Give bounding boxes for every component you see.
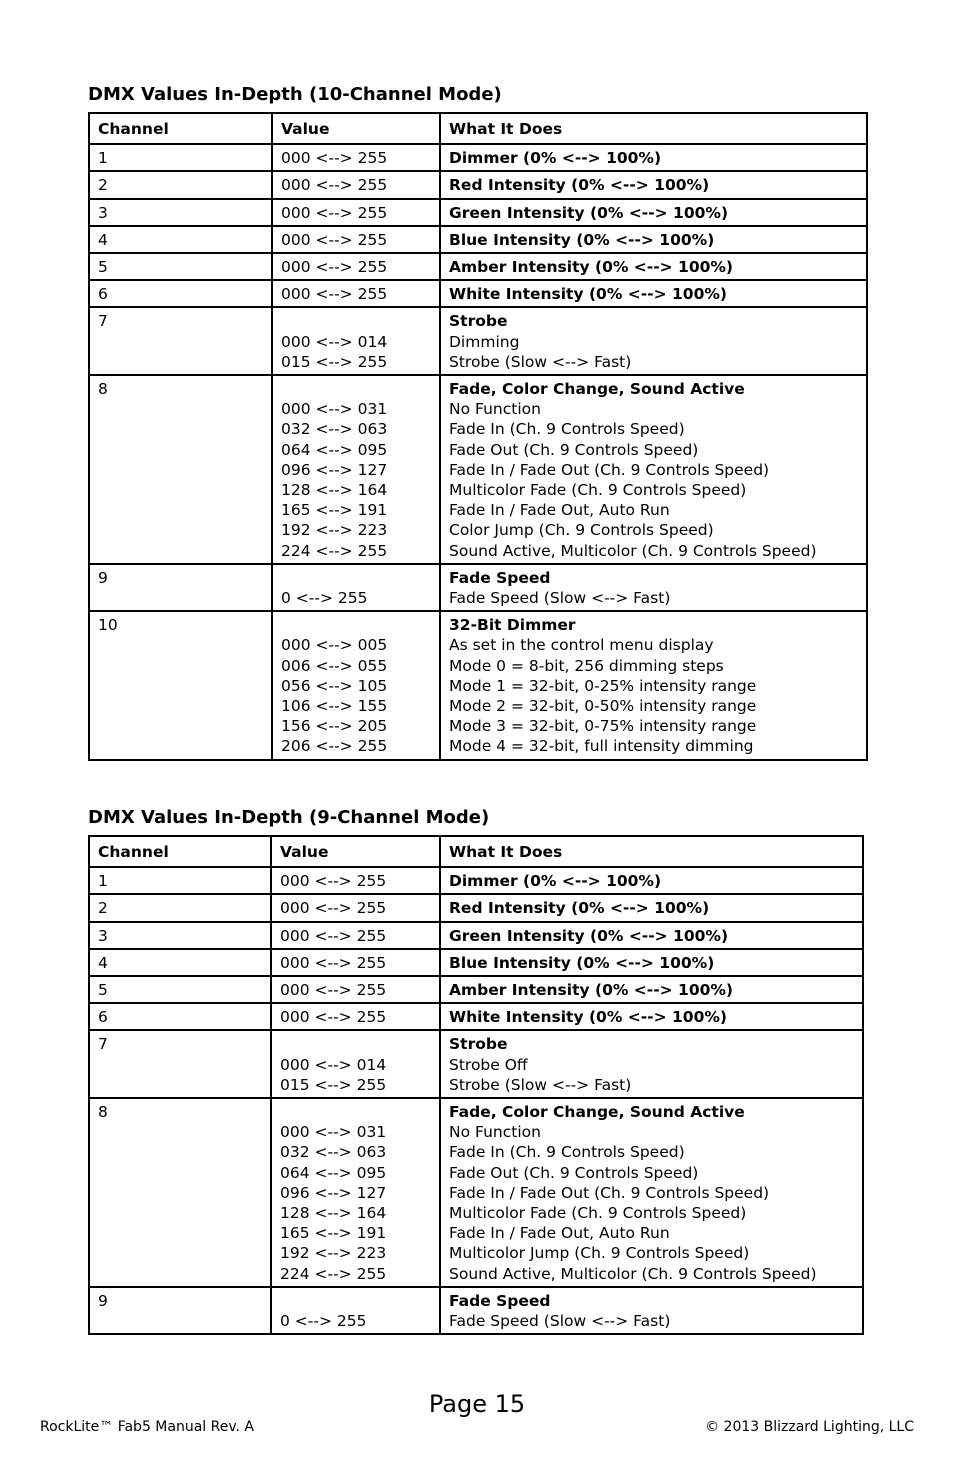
function-line: Sound Active, Multicolor (Ch. 9 Controls Speed) [449, 541, 817, 560]
function-cell [440, 280, 867, 307]
function-heading: Red Intensity (0% <--> 100%) [449, 899, 710, 918]
value-range: 000 <--> 255 [281, 203, 388, 222]
function-line: Dimming [449, 332, 520, 351]
value-range: 000 <--> 255 [281, 149, 388, 168]
value-range: 032 <--> 063 [280, 1143, 387, 1162]
function-line: Strobe (Slow <--> Fast) [449, 1075, 632, 1094]
value-spacer [281, 615, 431, 635]
value-cell [272, 144, 440, 171]
function-line: Fade In (Ch. 9 Controls Speed) [449, 1143, 685, 1162]
value-cell [271, 867, 440, 894]
value-spacer [281, 379, 431, 399]
channel-cell: 6 [89, 1003, 271, 1030]
value-range: 032 <--> 063 [281, 420, 388, 439]
column-header-what-it-does: What It Does [440, 836, 863, 867]
table-row [89, 611, 867, 759]
table-row [89, 171, 867, 198]
page-number: Page 15 [428, 1390, 526, 1418]
table-row [89, 199, 867, 226]
value-range: 0 <--> 255 [280, 1312, 367, 1331]
function-heading: Dimmer (0% <--> 100%) [449, 872, 662, 891]
footer-copyright: © 2013 Blizzard Lighting, LLC [705, 1419, 914, 1435]
function-line: Fade In / Fade Out (Ch. 9 Controls Speed) [449, 460, 770, 479]
function-heading: Dimmer (0% <--> 100%) [449, 149, 662, 168]
value-range: 000 <--> 255 [280, 899, 387, 918]
dmx-table-10ch [88, 112, 868, 761]
function-line: Fade Speed (Slow <--> Fast) [449, 589, 671, 608]
function-cell [440, 1030, 863, 1098]
value-cell [272, 199, 440, 226]
function-cell [440, 1098, 863, 1287]
function-heading: Blue Intensity (0% <--> 100%) [449, 953, 715, 972]
function-cell [440, 1287, 863, 1334]
function-line: Mode 2 = 32-bit, 0-50% intensity range [449, 697, 757, 716]
function-cell [440, 611, 867, 759]
channel-cell: 2 [89, 171, 272, 198]
function-heading: White Intensity (0% <--> 100%) [449, 285, 727, 304]
function-line: No Function [449, 1123, 541, 1142]
value-cell [271, 1098, 440, 1287]
channel-cell: 3 [89, 199, 272, 226]
function-heading: White Intensity (0% <--> 100%) [449, 1008, 727, 1027]
value-spacer [281, 568, 431, 588]
function-line: Fade In (Ch. 9 Controls Speed) [449, 420, 685, 439]
value-cell [271, 922, 440, 949]
column-header-what-it-does: What It Does [440, 113, 867, 144]
function-cell [440, 564, 867, 611]
value-range: 000 <--> 014 [281, 332, 388, 351]
function-line: Mode 0 = 8-bit, 256 dimming steps [449, 656, 724, 675]
value-spacer [280, 1034, 431, 1054]
value-cell [271, 1030, 440, 1098]
channel-cell: 4 [89, 949, 271, 976]
value-cell [272, 564, 440, 611]
table-row [89, 1030, 863, 1098]
function-heading: Strobe [449, 312, 508, 331]
function-heading: Fade Speed [449, 1291, 551, 1310]
value-range: 000 <--> 014 [280, 1055, 387, 1074]
value-cell [271, 949, 440, 976]
value-range: 064 <--> 095 [280, 1163, 387, 1182]
table-row [89, 949, 863, 976]
value-range: 128 <--> 164 [280, 1204, 387, 1223]
value-range: 224 <--> 255 [280, 1264, 387, 1283]
table-row [89, 1098, 863, 1287]
value-range: 165 <--> 191 [280, 1224, 387, 1243]
function-line: Fade In / Fade Out (Ch. 9 Controls Speed) [449, 1183, 770, 1202]
channel-cell: 4 [89, 226, 272, 253]
table-header-row [89, 836, 863, 867]
function-heading: Green Intensity (0% <--> 100%) [449, 203, 729, 222]
function-line: No Function [449, 400, 541, 419]
table-row [89, 253, 867, 280]
table-row [89, 375, 867, 564]
table-row [89, 922, 863, 949]
section-title-10ch: DMX Values In-Depth (10-Channel Mode) [88, 84, 502, 105]
value-range: 015 <--> 255 [281, 352, 388, 371]
value-range: 064 <--> 095 [281, 440, 388, 459]
value-range: 156 <--> 205 [281, 717, 388, 736]
channel-cell: 5 [89, 976, 271, 1003]
function-line: Mode 1 = 32-bit, 0-25% intensity range [449, 676, 757, 695]
value-range: 096 <--> 127 [280, 1183, 387, 1202]
value-range: 000 <--> 255 [281, 176, 388, 195]
function-cell [440, 1003, 863, 1030]
column-header-value: Value [271, 836, 440, 867]
function-line: Fade Out (Ch. 9 Controls Speed) [449, 1163, 699, 1182]
value-range: 096 <--> 127 [281, 460, 388, 479]
function-cell [440, 226, 867, 253]
table-row [89, 144, 867, 171]
value-range: 000 <--> 255 [280, 953, 387, 972]
value-cell [271, 976, 440, 1003]
value-cell [272, 611, 440, 759]
value-range: 006 <--> 055 [281, 656, 388, 675]
function-line: Fade Speed (Slow <--> Fast) [449, 1312, 671, 1331]
value-cell [272, 171, 440, 198]
footer-manual-title: RockLite™ Fab5 Manual Rev. A [40, 1419, 255, 1435]
channel-cell: 7 [89, 1030, 271, 1098]
channel-cell: 6 [89, 280, 272, 307]
function-heading: Fade Speed [449, 568, 551, 587]
channel-cell: 9 [89, 1287, 271, 1334]
function-heading: Fade, Color Change, Sound Active [449, 380, 745, 399]
function-line: Multicolor Fade (Ch. 9 Controls Speed) [449, 1204, 747, 1223]
table-row [89, 307, 867, 375]
value-spacer [280, 1102, 431, 1122]
value-range: 015 <--> 255 [280, 1075, 387, 1094]
value-range: 000 <--> 255 [280, 872, 387, 891]
function-heading: Blue Intensity (0% <--> 100%) [449, 230, 715, 249]
value-range: 000 <--> 031 [280, 1123, 387, 1142]
value-range: 000 <--> 255 [280, 926, 387, 945]
function-cell [440, 375, 867, 564]
table-row [89, 1003, 863, 1030]
function-line: Fade In / Fade Out, Auto Run [449, 1224, 670, 1243]
table-row [89, 976, 863, 1003]
value-range: 128 <--> 164 [281, 481, 388, 500]
channel-cell: 7 [89, 307, 272, 375]
dmx-table-9ch [88, 835, 864, 1335]
function-line: As set in the control menu display [449, 636, 714, 655]
column-header-value: Value [272, 113, 440, 144]
value-range: 000 <--> 255 [281, 230, 388, 249]
function-cell [440, 171, 867, 198]
function-cell [440, 922, 863, 949]
value-range: 192 <--> 223 [280, 1244, 387, 1263]
function-cell [440, 144, 867, 171]
function-heading: Amber Intensity (0% <--> 100%) [449, 258, 734, 277]
value-range: 224 <--> 255 [281, 541, 388, 560]
function-cell [440, 949, 863, 976]
channel-cell: 3 [89, 922, 271, 949]
value-range: 000 <--> 031 [281, 400, 388, 419]
channel-cell: 1 [89, 867, 271, 894]
value-cell [271, 1287, 440, 1334]
function-line: Mode 3 = 32-bit, 0-75% intensity range [449, 717, 757, 736]
table-row [89, 226, 867, 253]
function-heading: Strobe [449, 1035, 508, 1054]
function-cell [440, 976, 863, 1003]
value-cell [272, 226, 440, 253]
value-range: 000 <--> 255 [280, 981, 387, 1000]
channel-cell: 8 [89, 1098, 271, 1287]
function-line: Strobe (Slow <--> Fast) [449, 352, 632, 371]
function-line: Sound Active, Multicolor (Ch. 9 Controls Speed) [449, 1264, 817, 1283]
channel-cell: 1 [89, 144, 272, 171]
section-title-9ch: DMX Values In-Depth (9-Channel Mode) [88, 807, 490, 828]
value-cell [271, 1003, 440, 1030]
value-range: 000 <--> 255 [281, 258, 388, 277]
function-line: Multicolor Fade (Ch. 9 Controls Speed) [449, 481, 747, 500]
value-range: 192 <--> 223 [281, 521, 388, 540]
table-row [89, 280, 867, 307]
function-line: Strobe Off [449, 1055, 528, 1074]
value-range: 000 <--> 255 [280, 1008, 387, 1027]
value-range: 000 <--> 255 [281, 285, 388, 304]
function-cell [440, 867, 863, 894]
value-cell [272, 375, 440, 564]
column-header-channel: Channel [89, 836, 271, 867]
function-cell [440, 199, 867, 226]
value-cell [272, 280, 440, 307]
channel-cell: 5 [89, 253, 272, 280]
function-heading: 32-Bit Dimmer [449, 616, 576, 635]
table-row [89, 1287, 863, 1334]
value-spacer [281, 311, 431, 331]
value-range: 000 <--> 005 [281, 636, 388, 655]
function-heading: Fade, Color Change, Sound Active [449, 1103, 745, 1122]
column-header-channel: Channel [89, 113, 272, 144]
function-cell [440, 894, 863, 921]
function-heading: Amber Intensity (0% <--> 100%) [449, 981, 734, 1000]
channel-cell: 9 [89, 564, 272, 611]
function-line: Fade In / Fade Out, Auto Run [449, 501, 670, 520]
table-header-row [89, 113, 867, 144]
value-range: 106 <--> 155 [281, 697, 388, 716]
table-row [89, 867, 863, 894]
function-cell [440, 253, 867, 280]
channel-cell: 10 [89, 611, 272, 759]
table-row [89, 894, 863, 921]
value-spacer [280, 1291, 431, 1311]
value-range: 206 <--> 255 [281, 737, 388, 756]
function-line: Color Jump (Ch. 9 Controls Speed) [449, 521, 714, 540]
channel-cell: 2 [89, 894, 271, 921]
channel-cell: 8 [89, 375, 272, 564]
function-line: Mode 4 = 32-bit, full intensity dimming [449, 737, 754, 756]
function-heading: Red Intensity (0% <--> 100%) [449, 176, 710, 195]
function-cell [440, 307, 867, 375]
value-cell [271, 894, 440, 921]
value-range: 165 <--> 191 [281, 501, 388, 520]
function-heading: Green Intensity (0% <--> 100%) [449, 926, 729, 945]
function-line: Fade Out (Ch. 9 Controls Speed) [449, 440, 699, 459]
table-row [89, 564, 867, 611]
function-line: Multicolor Jump (Ch. 9 Controls Speed) [449, 1244, 750, 1263]
value-cell [272, 253, 440, 280]
value-range: 0 <--> 255 [281, 589, 368, 608]
value-range: 056 <--> 105 [281, 676, 388, 695]
value-cell [272, 307, 440, 375]
